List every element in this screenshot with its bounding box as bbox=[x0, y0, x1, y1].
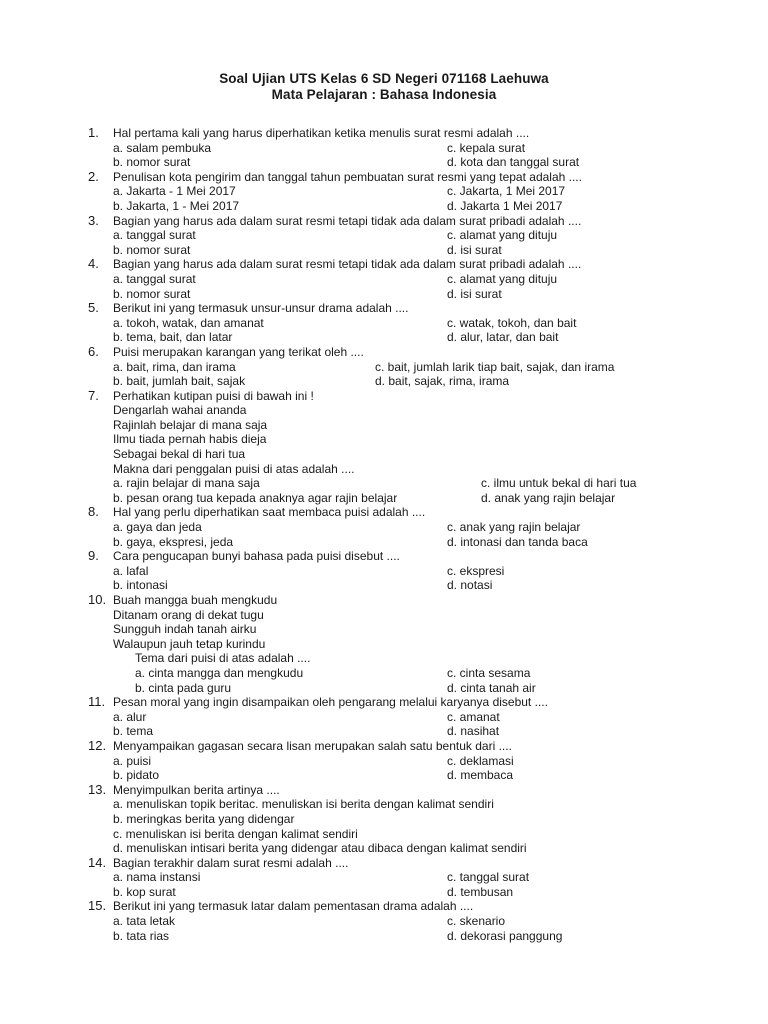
question-number: 10. bbox=[88, 592, 107, 607]
question-text-line: b. meringkas berita yang didengar bbox=[113, 811, 295, 826]
answer-options bbox=[113, 272, 708, 301]
answer-option-a: a. nama instansi bbox=[113, 870, 201, 885]
exam-title: Soal Ujian UTS Kelas 6 SD Negeri 071168 Laehuwa bbox=[219, 71, 549, 86]
question-6 bbox=[88, 345, 708, 389]
question-5 bbox=[88, 301, 708, 345]
question-13 bbox=[88, 783, 708, 856]
answer-option-d: d. intonasi dan tanda baca bbox=[447, 534, 588, 549]
answer-option-b: b. tema bbox=[113, 724, 154, 739]
answer-option-b: b. tata rias bbox=[113, 928, 170, 943]
answer-options bbox=[113, 141, 708, 170]
question-text-line: Ditanam orang di dekat tugu bbox=[113, 607, 264, 622]
question-stem: Buah mangga buah mengkudu bbox=[113, 593, 278, 607]
question-text-line: a. menuliskan topik beritac. menuliskan isi berita dengan kalimat sendiri bbox=[113, 797, 494, 812]
answer-option-d: d. isi surat bbox=[447, 242, 502, 257]
question-number: 9. bbox=[88, 548, 99, 564]
answer-option-b: b. tema, bait, dan latar bbox=[113, 330, 233, 345]
answer-option-d: d. notasi bbox=[447, 578, 493, 593]
answer-option-c: c. kepala surat bbox=[447, 140, 526, 155]
answer-options bbox=[113, 710, 708, 739]
answer-option-a: a. Jakarta - 1 Mei 2017 bbox=[113, 184, 236, 199]
question-4 bbox=[88, 257, 708, 301]
answer-option-c: c. amanat bbox=[447, 709, 500, 724]
answer-option-d: d. isi surat bbox=[447, 286, 502, 301]
answer-options bbox=[113, 666, 708, 695]
answer-option-d: d. tembusan bbox=[447, 884, 514, 899]
question-stem: Hal pertama kali yang harus diperhatikan ketika menulis surat resmi adalah .... bbox=[113, 126, 530, 140]
answer-option-a: a. rajin belajar di mana saja bbox=[113, 476, 260, 491]
answer-options bbox=[113, 228, 708, 257]
question-number: 4. bbox=[88, 256, 99, 272]
answer-options bbox=[113, 184, 708, 213]
answer-option-c: c. alamat yang dituju bbox=[447, 271, 558, 286]
exam-subject: Mata Pelajaran : Bahasa Indonesia bbox=[271, 87, 497, 102]
question-stem: Bagian terakhir dalam surat resmi adalah .... bbox=[113, 855, 349, 870]
question-number: 15. bbox=[88, 898, 107, 914]
question-stem: Menyampaikan gagasan secara lisan merupakan salah satu bentuk dari .... bbox=[113, 738, 512, 753]
question-text-line: d. menuliskan intisari berita yang didengar atau dibaca dengan kalimat sendiri bbox=[113, 841, 527, 856]
answer-option-c: c. cinta sesama bbox=[447, 665, 531, 680]
question-prompt: Tema dari puisi di atas adalah .... bbox=[135, 651, 311, 666]
answer-option-d: d. kota dan tanggal surat bbox=[447, 155, 580, 170]
question-7 bbox=[88, 389, 708, 506]
question-text-line: Ilmu tiada pernah habis dieja bbox=[113, 432, 267, 447]
question-text-line: Makna dari penggalan puisi di atas adalah .... bbox=[113, 461, 355, 476]
answer-option-a: a. tanggal surat bbox=[113, 228, 196, 243]
question-1 bbox=[88, 126, 708, 170]
question-9 bbox=[88, 549, 708, 593]
question-stem: Penulisan kota pengirim dan tanggal tahun pembuatan surat resmi yang tepat adalah .... bbox=[113, 169, 582, 184]
question-number: 13. bbox=[88, 781, 107, 797]
answer-options bbox=[113, 564, 708, 593]
answer-options bbox=[113, 316, 708, 345]
answer-option-c: c. Jakarta, 1 Mei 2017 bbox=[447, 184, 566, 199]
question-stem: Menyimpulkan berita artinya .... bbox=[113, 782, 280, 797]
question-10 bbox=[88, 593, 708, 695]
answer-option-b: b. pesan orang tua kepada anaknya agar rajin belajar bbox=[113, 490, 398, 505]
question-stem: Hal yang perlu diperhatikan saat membaca puisi adalah .... bbox=[113, 505, 426, 520]
answer-option-a: a. alur bbox=[113, 709, 147, 724]
answer-options bbox=[113, 754, 708, 783]
answer-option-b: b. Jakarta, 1 - Mei 2017 bbox=[113, 198, 240, 213]
question-number: 5. bbox=[88, 300, 99, 316]
answer-option-d: d. membaca bbox=[447, 768, 514, 783]
question-stem: Berikut ini yang termasuk latar dalam pementasan drama adalah .... bbox=[113, 899, 474, 914]
question-text-line: c. menuliskan isi berita dengan kalimat sendiri bbox=[113, 826, 358, 841]
answer-option-b: b. gaya, ekspresi, jeda bbox=[113, 534, 234, 549]
answer-option-b: b. kop surat bbox=[113, 884, 176, 899]
question-list bbox=[88, 126, 708, 943]
question-stem: Cara pengucapan bunyi bahasa pada puisi disebut .... bbox=[113, 549, 400, 564]
answer-option-a: a. salam pembuka bbox=[113, 140, 212, 155]
answer-option-c: c. ekspresi bbox=[447, 563, 505, 578]
answer-option-a: a. tokoh, watak, dan amanat bbox=[113, 315, 264, 330]
answer-option-d: d. alur, latar, dan bait bbox=[447, 330, 559, 345]
answer-option-c: c. tanggal surat bbox=[447, 870, 530, 885]
answer-option-a: a. cinta mangga dan mengkudu bbox=[135, 665, 304, 680]
question-number: 1. bbox=[88, 125, 99, 140]
question-stem: Bagian yang harus ada dalam surat resmi tetapi tidak ada dalam surat pribadi adalah .... bbox=[113, 257, 582, 272]
answer-option-c: c. deklamasi bbox=[447, 753, 514, 768]
answer-options bbox=[113, 914, 708, 943]
answer-option-b: b. pidato bbox=[113, 768, 160, 783]
question-number: 12. bbox=[88, 737, 107, 753]
question-number: 11. bbox=[88, 694, 106, 710]
answer-option-d: d. dekorasi panggung bbox=[447, 928, 563, 943]
answer-option-b: b. cinta pada guru bbox=[135, 680, 232, 695]
question-number: 6. bbox=[88, 343, 99, 359]
question-number: 8. bbox=[88, 504, 99, 520]
question-stem: Perhatikan kutipan puisi di bawah ini ! bbox=[113, 388, 314, 403]
answer-option-b: b. bait, jumlah bait, sajak bbox=[113, 374, 246, 389]
answer-option-d: d. bait, sajak, rima, irama bbox=[375, 374, 510, 389]
answer-options bbox=[113, 476, 708, 505]
question-stem: Bagian yang harus ada dalam surat resmi tetapi tidak ada dalam surat pribadi adalah .... bbox=[113, 213, 582, 228]
question-11 bbox=[88, 695, 708, 739]
answer-option-d: d. Jakarta 1 Mei 2017 bbox=[447, 198, 563, 213]
answer-option-a: a. tanggal surat bbox=[113, 271, 196, 286]
question-number: 7. bbox=[88, 387, 99, 403]
question-number: 14. bbox=[88, 854, 107, 870]
answer-option-c: c. skenario bbox=[447, 914, 506, 929]
answer-option-d: d. nasihat bbox=[447, 724, 500, 739]
question-stem: Pesan moral yang ingin disampaikan oleh pengarang melalui karyanya disebut .... bbox=[113, 695, 548, 710]
question-text-line: Sebagai bekal di hari tua bbox=[113, 447, 246, 462]
answer-option-d: d. anak yang rajin belajar bbox=[481, 490, 616, 505]
answer-option-a: a. puisi bbox=[113, 753, 152, 768]
answer-option-b: b. nomor surat bbox=[113, 155, 191, 170]
question-8 bbox=[88, 505, 708, 549]
answer-option-b: b. nomor surat bbox=[113, 286, 191, 301]
question-stem: Berikut ini yang termasuk unsur-unsur drama adalah .... bbox=[113, 301, 409, 316]
answer-option-c: c. bait, jumlah larik tiap bait, sajak, dan irama bbox=[375, 359, 615, 374]
answer-options bbox=[113, 520, 708, 549]
answer-option-b: b. nomor surat bbox=[113, 242, 191, 257]
answer-options bbox=[113, 870, 708, 899]
answer-option-a: a. lafal bbox=[113, 563, 149, 578]
question-text-line: Rajinlah belajar di mana saja bbox=[113, 417, 268, 432]
question-number: 3. bbox=[88, 212, 99, 228]
question-15 bbox=[88, 899, 708, 943]
question-stem: Puisi merupakan karangan yang terikat oleh .... bbox=[113, 344, 364, 359]
answer-option-a: a. tata letak bbox=[113, 914, 176, 929]
exam-header bbox=[0, 71, 768, 103]
answer-option-a: a. gaya dan jeda bbox=[113, 520, 202, 535]
question-2 bbox=[88, 170, 708, 214]
answer-option-b: b. intonasi bbox=[113, 578, 168, 593]
question-text-line: Sungguh indah tanah airku bbox=[113, 622, 257, 637]
answer-option-a: a. bait, rima, dan irama bbox=[113, 359, 236, 374]
answer-option-c: c. alamat yang dituju bbox=[447, 228, 558, 243]
question-12 bbox=[88, 739, 708, 783]
question-text-line: Walaupun jauh tetap kurindu bbox=[113, 636, 266, 651]
answer-option-c: c. ilmu untuk bekal di hari tua bbox=[481, 476, 637, 491]
question-14 bbox=[88, 856, 708, 900]
answer-option-c: c. watak, tokoh, dan bait bbox=[447, 315, 577, 330]
answer-options bbox=[113, 360, 708, 389]
question-text-line: Dengarlah wahai ananda bbox=[113, 403, 247, 418]
answer-option-d: d. cinta tanah air bbox=[447, 680, 536, 695]
question-number: 2. bbox=[88, 168, 99, 184]
answer-option-c: c. anak yang rajin belajar bbox=[447, 520, 581, 535]
question-3 bbox=[88, 214, 708, 258]
